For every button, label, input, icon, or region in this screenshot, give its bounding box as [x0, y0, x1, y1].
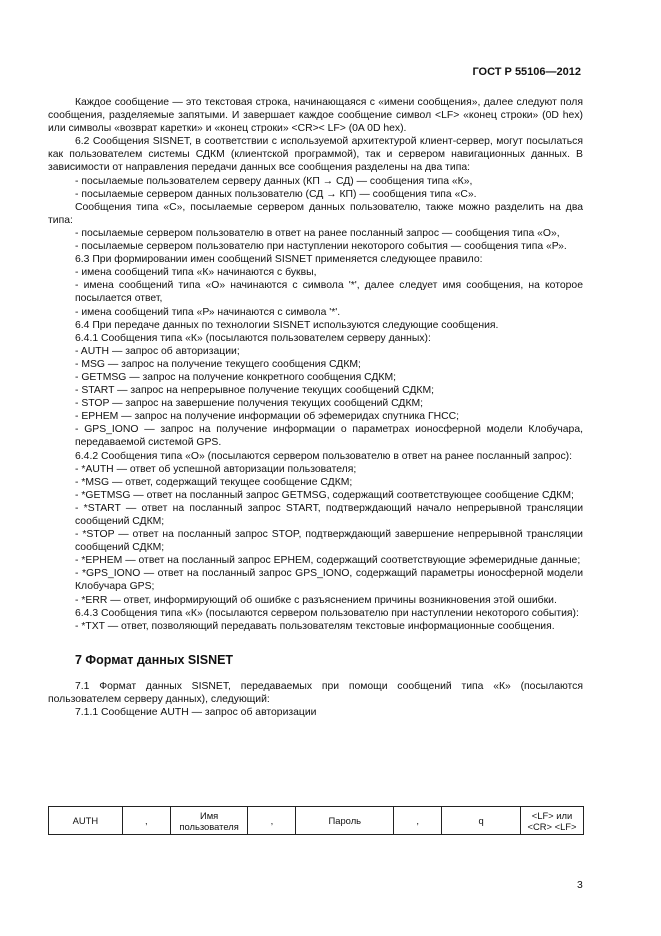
list-item: - посылаемые сервером пользователю в ответ на ранее посланный запрос — сообщения типа «О», [75, 227, 560, 239]
section-heading: 7 Формат данных SISNET [75, 652, 234, 667]
paragraph: 6.4 При передаче данных по технологии SISNET используются следующие сообщения. [75, 319, 499, 331]
table-cell: <LF> или <CR> <LF> [521, 807, 584, 835]
table-cell: q [442, 807, 521, 835]
table-cell: , [122, 807, 170, 835]
list-item: - *EPHEM — ответ на посланный запрос EPHEM, содержащий соответствующие эфемеридные данные; [75, 555, 581, 567]
list-item: - имена сообщений типа «Р» начинаются с символа '*'. [75, 306, 341, 318]
paragraph: 6.3 При формировании имен сообщений SISNET применяется следующее правило: [75, 254, 483, 266]
list-item: - посылаемые сервером пользователю при наступлении некоторого события — сообщения типа «Р». [75, 241, 567, 253]
list-item: - *TXT — ответ, позволяющий передавать пользователям текстовые информационные сообщения. [75, 620, 555, 632]
list-item: - посылаемые пользователем серверу данных (КП → СД) — сообщения типа «К», [75, 175, 473, 187]
paragraph: Каждое сообщение — это текстовая строка, начинающаяся с «имени сообщения», далее следуют поля сообщения, разделяемые запятыми. И завершает каждое сообщение символ <LF> «конец строки» (0D hex) или символы «возврат каретки» и «конец строки» <CR>< LF> (0A 0D hex). [48, 97, 583, 135]
list-item: - *GPS_IONO — ответ на посланный запрос GPS_IONO, содержащий параметры ионосферной модели Клобучара GPS; [75, 568, 583, 593]
list-item: - EPHEM — запрос на получение информации об эфемеридах спутника ГНСС; [75, 411, 459, 423]
list-item: - *GETMSG — ответ на посланный запрос GETMSG, содержащий соответствующее сообщение СДКМ; [75, 489, 574, 501]
table-cell: , [394, 807, 442, 835]
paragraph: 6.4.2 Сообщения типа «О» (посылаются сервером пользователю в ответ на ранее посланный запрос): [75, 450, 573, 462]
paragraph: 7.1.1 Сообщение AUTH — запрос об авторизации [75, 707, 317, 719]
paragraph: 7.1 Формат данных SISNET, передаваемых при помощи сообщений типа «К» (посылаются пользователем серверу данных), следующий: [48, 680, 583, 705]
auth-format-table [48, 806, 584, 835]
document-body [48, 96, 583, 719]
paragraph: 6.4.3 Сообщения типа «К» (посылаются сервером пользователю при наступлении некоторого события): [75, 607, 579, 619]
list-item: - AUTH — запрос об авторизации; [75, 345, 240, 357]
table-row [49, 807, 584, 835]
list-item: - имена сообщений типа «О» начинаются с символа '*', далее следует имя сообщения, на которое посылается ответ, [75, 280, 583, 305]
list-item: - посылаемые сервером данных пользователю (СД → КП) — сообщения типа «С». [75, 188, 477, 200]
table-cell: Пароль [296, 807, 394, 835]
page-number: 3 [577, 880, 583, 891]
table-cell: Имя пользователя [170, 807, 247, 835]
list-item: - имена сообщений типа «К» начинаются с буквы, [75, 267, 317, 279]
paragraph: Сообщения типа «С», посылаемые сервером данных пользователю, также можно разделить на два типа: [48, 201, 583, 226]
paragraph: 6.4.1 Сообщения типа «К» (посылаются пользователем серверу данных): [75, 332, 431, 344]
table-cell: , [248, 807, 296, 835]
list-item: - *MSG — ответ, содержащий текущее сообщение СДКМ; [75, 476, 353, 488]
list-item: - *START — ответ на посланный запрос START, подтверждающий начало непрерывной трансляции сообщений СДКМ; [75, 502, 583, 527]
paragraph: 6.2 Сообщения SISNET, в соответствии с используемой архитектурой клиент-сервер, могут посылаться как пользователем системы СДКМ (клиентской программой), так и сервером навигационных данных. В зависимости от направления передачи данных все сообщения разделены на два типа: [48, 136, 583, 174]
list-item: - START — запрос на непрерывное получение текущих сообщений СДКМ; [75, 385, 435, 397]
list-item: - *AUTH — ответ об успешной авторизации пользователя; [75, 463, 357, 475]
table-cell: AUTH [49, 807, 123, 835]
list-item: - GPS_IONO — запрос на получение информации о параметрах ионосферной модели Клобучара, передаваемой системой GPS. [75, 424, 583, 449]
list-item: - GETMSG — запрос на получение конкретного сообщения СДКМ; [75, 371, 397, 383]
document-header: ГОСТ Р 55106—2012 [472, 66, 581, 78]
list-item: - MSG — запрос на получение текущего сообщения СДКМ; [75, 358, 361, 370]
list-item: - STOP — запрос на завершение получения текущих сообщений СДКМ; [75, 398, 424, 410]
list-item: - *ERR — ответ, информирующий об ошибке с разъяснением причины возникновения этой ошибки. [75, 594, 557, 606]
list-item: - *STOP — ответ на посланный запрос STOP, подтверждающий завершение непрерывной трансляции сообщений СДКМ; [75, 529, 583, 554]
